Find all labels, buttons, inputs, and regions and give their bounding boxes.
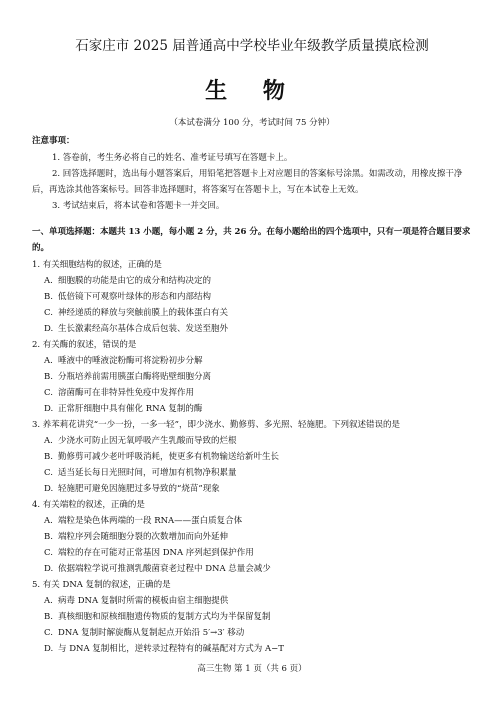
option-label: D.: [44, 484, 54, 494]
option-text: 端粒的存在可能对正常基因 DNA 序列起到保护作用: [58, 548, 254, 558]
option-text: 溶菌酶可在非特异性免疫中发挥作用: [58, 388, 195, 398]
question-stem: 2. 有关酶的叙述，错误的是: [32, 340, 137, 350]
option-text: 生长激素经高尔基体合成后包装、发送至胞外: [58, 324, 229, 334]
option: [44, 626, 244, 638]
option-label: C.: [44, 628, 53, 638]
option-text: 轻施肥可避免因施肥过多导致的“烧苗”现象: [58, 484, 220, 494]
option: [44, 610, 271, 622]
subject-title: 生 物: [205, 78, 299, 104]
option-text: 少浇水可防止因无氧呼吸产生乳酸而导致的烂根: [58, 436, 237, 446]
option: [44, 466, 237, 478]
option-label: B.: [44, 292, 53, 302]
option-text: 依据端粒学说可推测乳酸菌衰老过程中 DNA 总量会减少: [58, 564, 271, 574]
question-stem: 5. 有关 DNA 复制的叙述，正确的是: [32, 580, 171, 590]
option: [44, 642, 284, 654]
option-label: A.: [44, 276, 53, 286]
option-label: A.: [44, 516, 53, 526]
page-footer: 高三生物 第 1 页（共 6 页）: [197, 664, 307, 674]
notice-item: 1. 答卷前，考生务必将自己的姓名、准考证号填写在答题卡上。: [52, 153, 293, 163]
question-stem: 4. 有关端粒的叙述，正确的是: [32, 500, 145, 510]
option-text: 细胞膜的功能是由它的成分和结构决定的: [58, 276, 212, 286]
option-text: 低倍镜下可观察叶绿体的形态和内部结构: [58, 292, 212, 302]
option: [44, 354, 203, 366]
notice-item: 3. 考试结束后，将本试卷和答题卡一并交回。: [52, 201, 225, 211]
option: [44, 450, 279, 462]
option-label: B.: [44, 452, 53, 462]
option-text: 适当延长每日光照时间，可增加有机物净积累量: [58, 468, 237, 478]
option-label: D.: [44, 644, 54, 654]
option: [44, 482, 220, 494]
option-text: 唾液中的唾液淀粉酶可将淀粉初步分解: [58, 356, 203, 366]
option-label: B.: [44, 532, 53, 542]
exam-meta: （本试卷满分 100 分，考试时间 75 分钟）: [169, 118, 335, 128]
option-text: 正常肝细胞中具有催化 RNA 复制的酶: [58, 404, 203, 414]
option: [44, 322, 228, 334]
question-stem: 3. 养苯莉花讲究“一少一扮，一多一轻”，即少浇水、勤修剪、多光照、轻施肥。下列叙述错误的是: [32, 420, 401, 430]
option-text: 病毒 DNA 复制时所需的模板由宿主细胞提供: [58, 596, 229, 606]
option-text: 端粒是染色体两端的一段 RNA——蛋白质复合体: [58, 516, 243, 526]
option-label: C.: [44, 548, 53, 558]
option: [44, 370, 211, 382]
option: [44, 514, 242, 526]
option-label: D.: [44, 564, 54, 574]
option-label: C.: [44, 388, 53, 398]
option-text: DNA 复制时解旋酶从复制起点开始沿 5′→3′ 移动: [58, 628, 245, 638]
option-label: A.: [44, 596, 53, 606]
option: [44, 274, 211, 286]
option-label: D.: [44, 404, 54, 414]
option-text: 神经递质的释放与突触前膜上的载体蛋白有关: [58, 308, 229, 318]
option: [44, 562, 271, 574]
option: [44, 434, 237, 446]
option: [44, 594, 228, 606]
exam-title: 石家庄市 2025 届普通高中学校毕业年级教学质量摸底检测: [75, 38, 429, 54]
option-text: 端粒序列会随细胞分裂的次数增加而向外延伸: [58, 532, 229, 542]
option-label: D.: [44, 324, 54, 334]
option-label: B.: [44, 372, 53, 382]
option-text: 勤修剪可减少老叶呼吸消耗，使更多有机物输送给新叶生长: [58, 452, 280, 462]
option: [44, 546, 254, 558]
option-label: A.: [44, 356, 53, 366]
option-text: 与 DNA 复制相比，逆转录过程特有的碱基配对方式为 A−T: [58, 644, 284, 654]
section-heading: 一、单项选择题：本题共 13 小题，每小题 2 分，共 26 分。在每小题给出的四个选项中，只有一项是符合题目要求的。: [32, 227, 471, 253]
option: [44, 386, 194, 398]
notice-title: 注意事项：: [32, 136, 75, 146]
option-label: B.: [44, 612, 53, 622]
option-label: C.: [44, 308, 53, 318]
question-stem: 1. 有关细胞结构的叙述，正确的是: [32, 260, 162, 270]
option-text: 分瓶培养前需用胰蛋白酶将贴壁细胞分离: [58, 372, 212, 382]
option: [44, 402, 202, 414]
option: [44, 530, 228, 542]
option-label: C.: [44, 468, 53, 478]
notice-item: 2. 回答选择题时，选出每小题答案后，用铅笔把答题卡上对应题目的答案标号涂黑。如需改动，用橡皮擦干净后，再选涂其他答案标号。回答非选择题时，将答案写在答题卡上，写在本试卷上无效。: [32, 169, 463, 195]
option-text: 真核细胞和原核细胞遗传物质的复制方式均为半保留复制: [58, 612, 271, 622]
option: [44, 290, 211, 302]
option: [44, 306, 228, 318]
option-label: A.: [44, 436, 53, 446]
